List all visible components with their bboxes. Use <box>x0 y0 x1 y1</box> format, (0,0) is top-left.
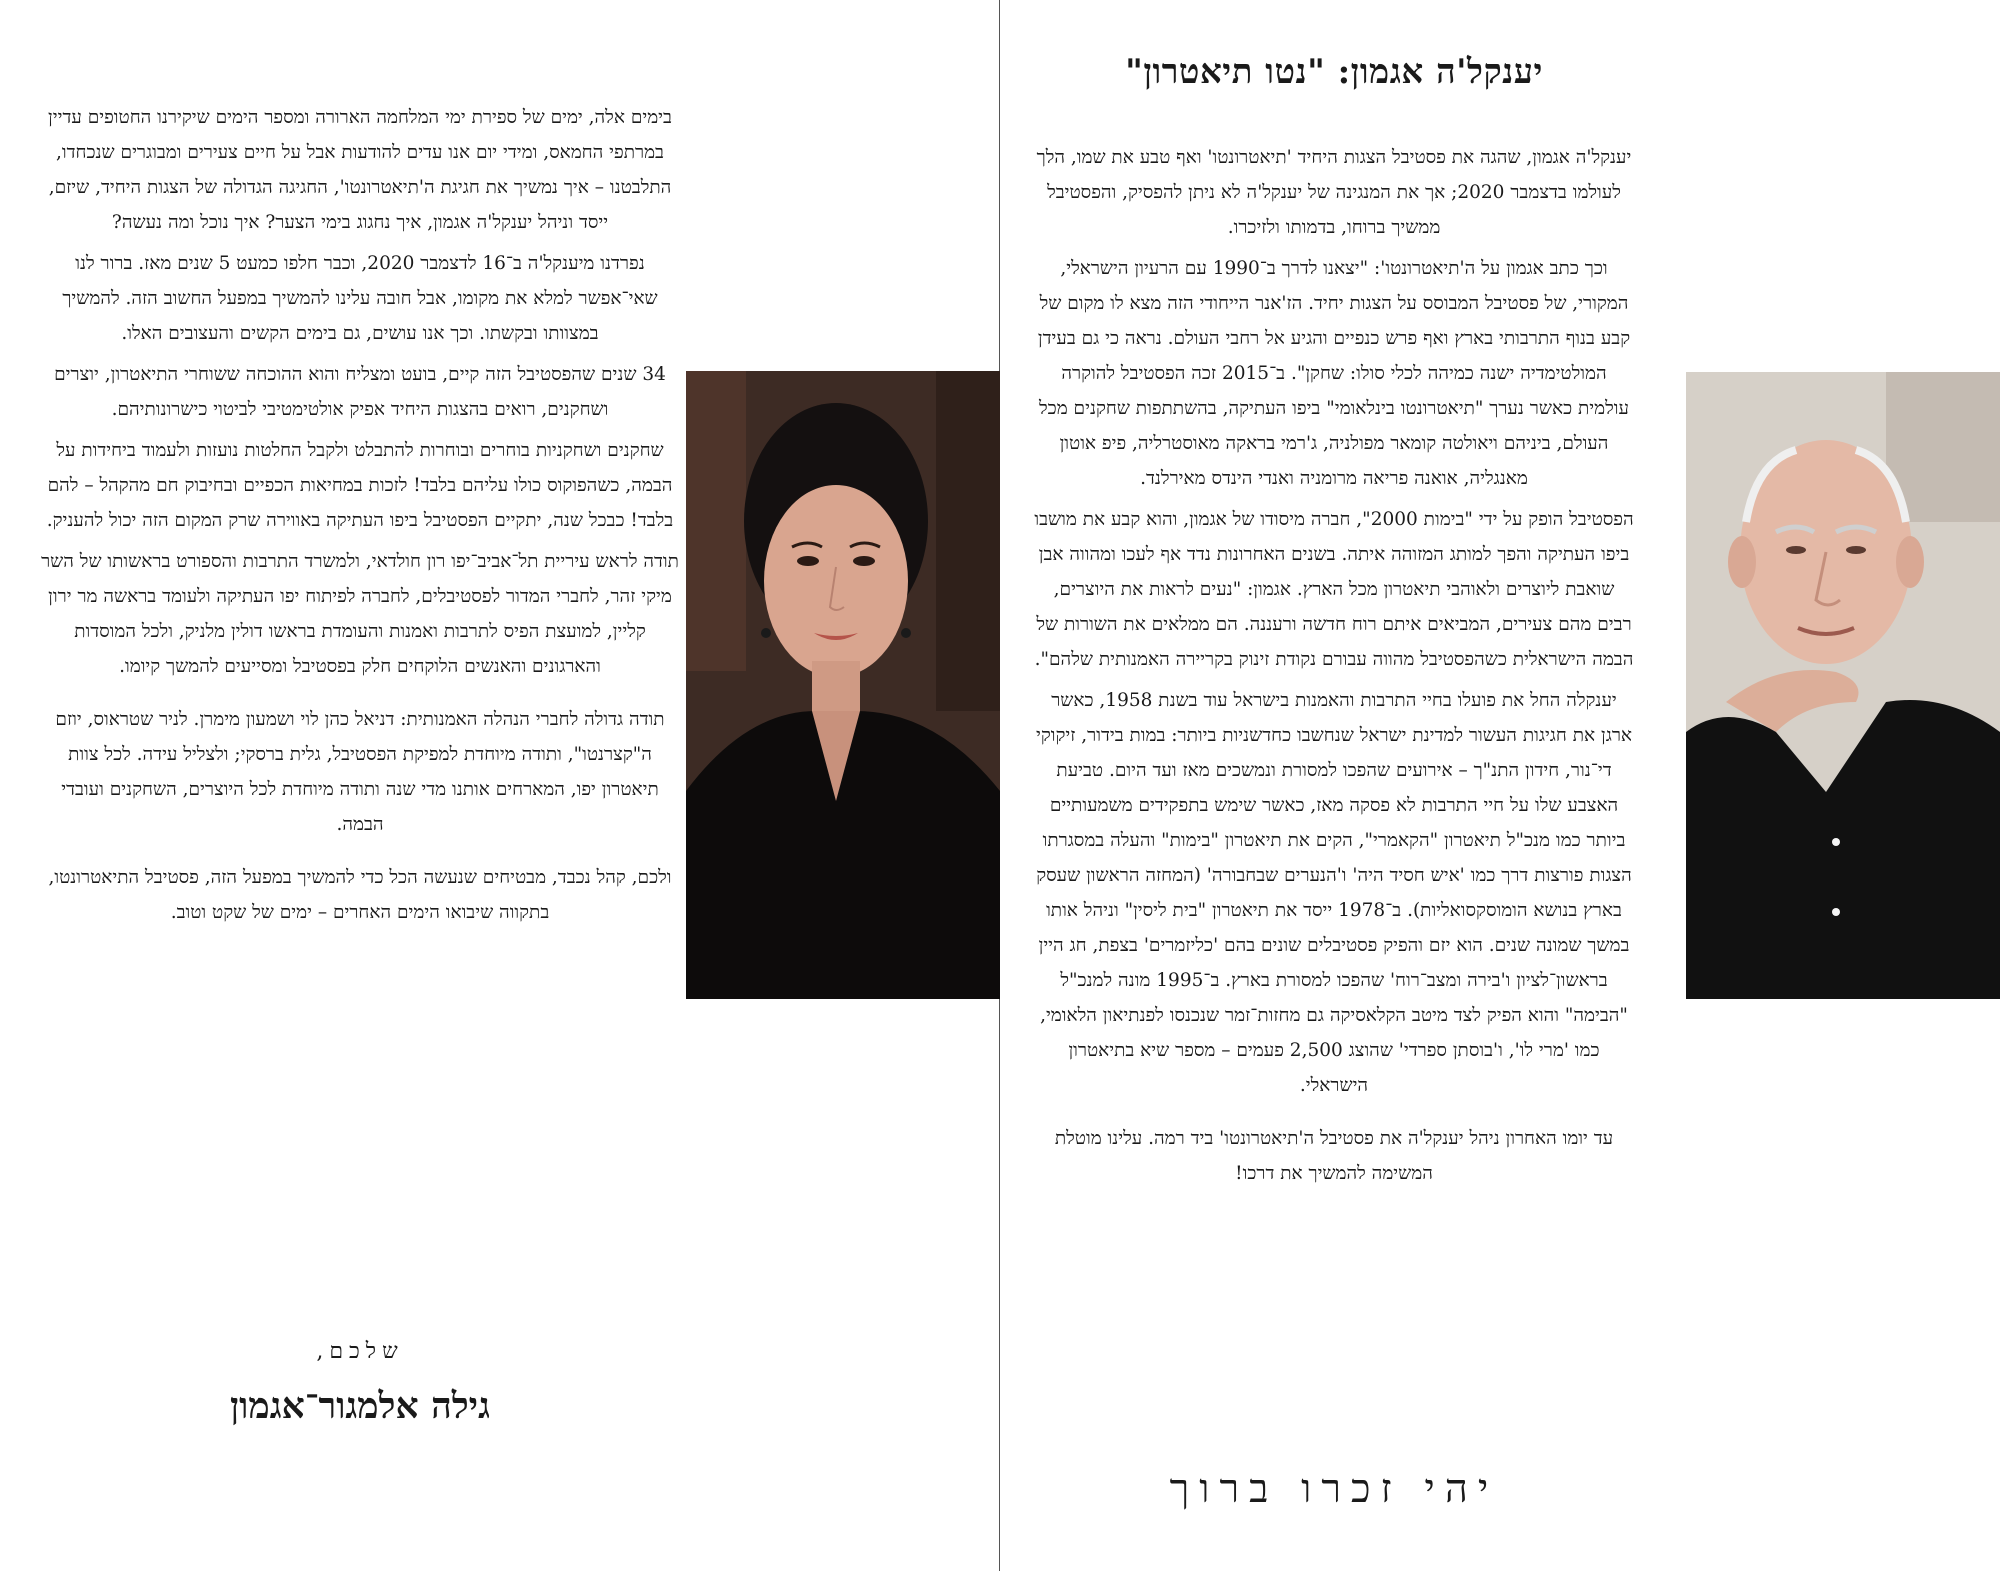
right-paragraph-3: הפסטיבל הופק על ידי "בימות 2000", חברה מיסודו של אגמון, והוא קבע את מושבו ביפו העתיקה והפך למותג המזוהה איתה. בשנים האחרונות נדד אף לעכו ומהווה אבן שואבת ליוצרים ולאוהבי תיאטרון מכל הארץ. אגמון: "נעים לראות את היוצרים, רבים מהם צעירים, המביאים איתם רוח חדשה ורעננה. הם ממלאים את השורות של הבמה הישראלית כשהפסטיבל מהווה עבורם נקודת זינוק בקריירה האמנותית שלהם". <box>1034 509 1634 670</box>
right-paragraph-2: וכך כתב אגמון על ה'תיאטרונטו': "יצאנו לדרך ב־1990 עם הרעיון הישראלי, המקורי, של פסטיבל המבוסס על הצגות יחיד. הז'אנר הייחודי הזה מצא לו מקום של קבע בנוף התרבותי בארץ ואף פרש כנפיים והגיע אל רחבי העולם. נראה כי גם בעידן המולטימדיה ישנה כמיהה לכלי סולו: שחקן". ב־2015 זכה הפסטיבל להוקרה עולמית כאשר נערך "תיאטרונטו בינלאומי" ביפו העתיקה, בהשתתפות שחקנים מכל העולם, ביניהם ויאולטה קומאר מפולניה, ג'רמי בראקה מאוסטרליה, פיפ אוטון מאנגליה, אואנה פריאה מרומניה ואנדי הינדס מאירלנד. <box>1037 258 1631 489</box>
portrait-photo-yankale-agmon <box>1686 372 2000 999</box>
right-page-text <box>1034 140 1634 1197</box>
right-paragraph-4: יענקלה החל את פועלו בחיי התרבות והאמנות בישראל עוד בשנת 1958, כאשר ארגן את חגיגות העשור למדינת ישראל שנחשבו כחדשניות ביותר: במות בידור, זיקוקי די־נור, חידון התנ"ך – אירועים שהפכו למסורת ונמשכים מאז ועד היום. טביעת האצבע שלו על חיי התרבות לא פסקה מאז, כאשר שימש בתפקידים משמעותיים ביותר כמו מנכ"ל תיאטרון "הקאמרי", הקים את תיאטרון "בימות" והעלה במסגרתו הצגות פורצות דרך כמו 'איש חסיד היה' ו'הנערים שבחבורה' (המחזה הראשון שעסק בארץ בנושא הומוסקסואליות). ב־1978 ייסד את תיאטרון "בית ליסין" וניהל אותו במשך שמונה שנים. הוא יזם והפיק פסטיבלים שונים בהם 'כליזמרים' בצפת, חג היין בראשון־לציון ו'בירה ומצב־רוח' שהפכו למסורת בארץ. ב־1995 מונה למנכ"ל "הבימה" והוא הפיק לצד מיטב הקלאסיקה גם מחזות־זמר שנכנסו לפנתיאון הלאומי, כמו 'מרי לו', ו'בוסתן ספרדי' שהוצג 2,500 פעמים – מספר שיא בתיאטרון הישראלי. <box>1035 690 1633 1096</box>
left-paragraph-6: תודה גדולה לחברי הנהלה האמנותית: דניאל כהן לוי ושמעון מימרן. לניר שטראוס, יוזם ה"קצרנטו", ותודה מיוחדת למפיקת הפסטיבל, גלית ברסקי; ולצליל עידה. לכל צוות תיאטרון יפו, המארחים אותנו מדי שנה ותודה מיוחדת לכל היוצרים, השחקנים ועובדי הבמה. <box>55 709 665 835</box>
left-paragraph-4: שחקנים ושחקניות בוחרים ובוחרות להתבלט ולקבל החלטות נועזות ולעמוד ביחידות על הבמה, כשהפוקוס כולו עליהם בלבד! לזכות במחיאות הכפיים ובחיבוק חם מהקהל – להם בלבד! כבכל שנה, יתקיים הפסטיבל ביפו העתיקה באווירה שרק המקום הזה יכול להעניק. <box>46 440 674 531</box>
portrait-photo-gila-almagor <box>686 371 1000 999</box>
left-paragraph-1: בימים אלה, ימים של ספירת ימי המלחמה הארורה ומספר הימים שיקירנו החטופים עדיין במרתפי החמאס, ומידי יום אנו עדים להודעות אבל על חיים צעירים ומבוגרים שנכחדו, התלבטנו – איך נמשיך את חגיגת ה'תיאטרונטו', החגיגה הגדולה של הצגות היחיד, שיזם, ייסד וניהל יענקל'ה אגמון, איך נחגוג בימי הצער? איך נוכל ומה נעשה? <box>48 107 672 233</box>
right-paragraph-5: עד יומו האחרון ניהל יענקל'ה את פסטיבל ה'תיאטרונטו' ביד רמה. עלינו מוטלת המשימה להמשיך את דרכו! <box>1054 1128 1614 1184</box>
closing-greeting: שלכם, <box>316 1339 404 1364</box>
signature-name: גילה אלמגור־אגמון <box>230 1385 490 1427</box>
left-paragraph-3: 34 שנים שהפסטיבל הזה קיים, בועט ומצליח והוא ההוכחה ששוחרי התיאטרון, יוצרים ושחקנים, רואים בהצגות היחיד אפיק אולטימטיבי לביטוי כישרונותיהם. <box>54 364 666 420</box>
left-paragraph-2: נפרדנו מיענקל'ה ב־16 לדצמבר 2020, וכבר חלפו כמעט 5 שנים מאז. ברור לנו שאי־אפשר למלא את מקומו, אבל חובה עלינו להמשיך במפעל החשוב הזה. להמשיך במצוותו ובקשתו. וכך אנו עושים, גם בימים הקשים והעצובים האלו. <box>62 253 658 344</box>
memorial-line: יהי זכרו ברוך <box>1169 1466 1499 1512</box>
left-page-text <box>40 100 680 936</box>
right-paragraph-1: יענקל'ה אגמון, שהגה את פסטיבל הצגות היחיד 'תיאטרונטו' ואף טבע את שמו, הלך לעולמו בדצמבר 2020; אך את המנגינה של יענקל'ה לא ניתן להפסיק, והפסטיבל ממשיך ברוחו, בדמותו ולזיכרו. <box>1036 147 1632 238</box>
left-paragraph-5: תודה לראש עיריית תל־אביב־יפו רון חולדאי, ולמשרד התרבות והספורט בראשותו של השר מיקי זהר, לחברי המדור לפסטיבלים, לחברה לפיתוח יפו העתיקה ולעומד בראשה מר ירון קליין, למועצת הפיס לתרבות ואמנות והעומדת בראשו דולין מלניק, ולכל המוסדות והארגונים והאנשים הלוקחים חלק בפסטיבל ומסייעים להמשך קיומו. <box>41 551 679 677</box>
page-title: יענקל'ה אגמון: "נטו תיאטרון" <box>1125 52 1543 92</box>
left-paragraph-7: ולכם, קהל נכבד, מבטיחים שנעשה הכל כדי להמשיך במפעל הזה, פסטיבל התיאטרונטו, בתקווה שיבואו הימים האחרים – ימים של שקט וטוב. <box>48 867 672 923</box>
